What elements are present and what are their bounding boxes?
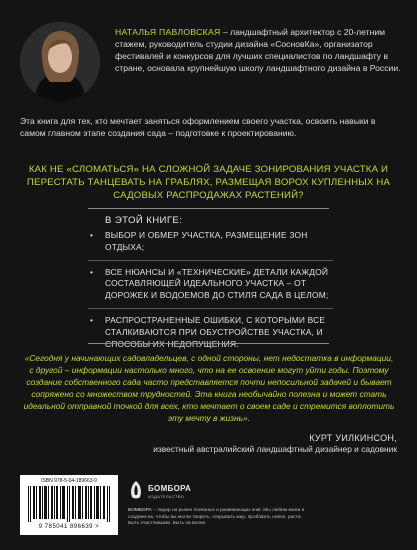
bullet-icon: •: [90, 314, 94, 325]
author-name: НАТАЛЬЯ ПАВЛОВСКАЯ: [115, 27, 221, 37]
bullet-divider: [88, 260, 333, 261]
publisher-info: [128, 508, 308, 528]
author-bio: [115, 26, 405, 74]
bullet-divider: [88, 308, 333, 309]
review-quote: «Сегодня у начинающих садовладельцев, с одной стороны, нет недостатка в информации, с другой – информации настолько много, что на ее освоение могут уйти годы. Поэтому создание собственного сада часто представляется почти непосильной задачей и бывает сопряжено со множеством трудностей. Эта книга необычайно полезна и может стать идеальной отправной точкой для всех, кто мечтает о своем саде и стремится воплотить эту мечту в жизнь».: [23, 353, 395, 423]
headline: КАК НЕ «СЛОМАТЬСЯ» НА СЛОЖНОЙ ЗАДАЧЕ ЗОНИРОВАНИЯ УЧАСТКА И ПЕРЕСТАТЬ ТАНЦЕВАТЬ НА ГРАБЛЯХ, РАЗМЕЩАЯ ВОРОХ КУПЛЕННЫХ НА САДОВЫХ РАСПРОДАЖАХ РАСТЕНИЙ?: [26, 164, 391, 201]
author-bio-text: – ландшафтный архитектор с 20-летним стажем, руководитель студии дизайна «СосновКа», организатор фестивалей и конкурсов для лучших специалистов по ландшафту в стране, основала крупнейшую школу ландшафтного дизайна в России.: [115, 27, 401, 73]
quote-author-description: известный австралийский ландшафтный дизайнер и садовник: [153, 444, 397, 454]
bombora-logo-icon: [128, 480, 144, 500]
section-divider-bottom: [88, 343, 329, 344]
section-title: В ЭТОЙ КНИГЕ:: [105, 215, 183, 226]
bullet-text: ВСЕ НЮАНСЫ И «ТЕХНИЧЕСКИЕ» ДЕТАЛИ КАЖДОЙ СОСТАВЛЯЮЩЕЙ ИДЕАЛЬНОГО УЧАСТКА – ОТ ДОРОЖЕК И ВОДОЕМОВ ДО СТИЛЯ САДА В ЦЕЛОМ;: [105, 266, 329, 301]
logo-wordmark: БОМБОРА: [148, 484, 192, 493]
bullet-list: [88, 230, 333, 350]
logo-subtitle: ИЗДАТЕЛЬСТВО: [148, 494, 185, 499]
publisher-name: БОМБОРА: [128, 508, 152, 513]
author-photo: [20, 22, 100, 102]
bullet-item: [88, 230, 333, 254]
publisher-logo: [128, 480, 198, 505]
publisher-description: – лидер на рынке полезных и развивающих книг. Мы любим книги и создаем их, чтобы вы могли творить, открывать мир, пробовать новое, расти. Быть счастливыми. Быть на волне.: [128, 508, 305, 526]
intro-paragraph: Эта книга для тех, кто мечтает заняться оформлением своего участка, освоить навыки в самом главном этапе создания сада – подготовке к проектированию.: [20, 116, 376, 138]
barcode-bars-icon: [28, 486, 110, 522]
bullet-item: [88, 315, 333, 350]
bullet-icon: •: [90, 266, 94, 277]
barcode-digits: 9 785041 896639 >: [38, 524, 100, 530]
quote-author-name: КУРТ УИЛКИНСОН,: [309, 433, 397, 443]
bullet-icon: •: [90, 230, 94, 240]
section-divider-top: [88, 208, 329, 209]
barcode: [20, 475, 118, 535]
bullet-item: [88, 267, 333, 302]
bullet-text: ВЫБОР И ОБМЕР УЧАСТКА, РАЗМЕЩЕНИЕ ЗОН ОТДЫХА;: [105, 230, 308, 252]
isbn-label: ISBN 978-5-04-189663-9: [41, 478, 97, 484]
bullet-text: РАСПРОСТРАНЕННЫЕ ОШИБКИ, С КОТОРЫМИ ВСЕ СТАЛКИВАЮТСЯ ПРИ ОБУСТРОЙСТВЕ УЧАСТКА, И СПОСОБЫ ИХ НЕДОПУЩЕНИЯ.: [105, 314, 326, 349]
